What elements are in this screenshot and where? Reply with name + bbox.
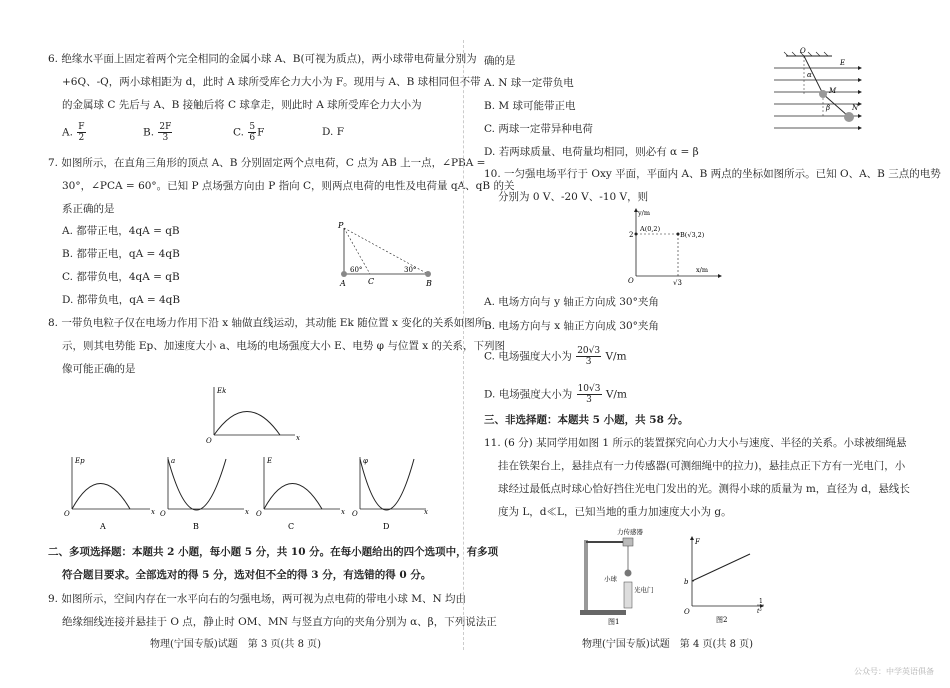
q6-line-1: 6. 绝缘水平面上固定着两个完全相同的金属小球 A、B(可视为质点)，两小球带电荷量分别为 xyxy=(48,53,477,65)
svg-text:y/m: y/m xyxy=(638,209,651,217)
q10-line-1: 10. 一匀强电场平行于 Oxy 平面，平面内 A、B 两点的坐标如图所示。已知 O、A、B 三点的电势 xyxy=(484,168,941,180)
q6-option-c[interactable]: C. $\frac{5}{6}$ F xyxy=(233,122,265,143)
svg-text:x: x xyxy=(245,508,249,516)
svg-text:φ: φ xyxy=(363,457,368,465)
q8-line-1: 8. 一带负电粒子仅在电场力作用下沿 x 轴做直线运动，其动能 Ek 随位置 x 变化的关系如图所 xyxy=(48,317,486,329)
q11-fig1-apparatus xyxy=(568,526,668,626)
svg-text:Ep: Ep xyxy=(75,457,85,465)
q11-line-2: 挂在铁架台上，悬挂点有一力传感器(可测细绳中的拉力)，悬挂点正下方有一光电门，小 xyxy=(498,460,906,472)
section2-heading-2: 符合题目要求。全部选对的得 5 分，选对但不全的得 3 分，有选错的得 0 分。 xyxy=(62,569,432,581)
svg-text:1: 1 xyxy=(759,598,763,605)
q8-line-3: 像可能正确的是 xyxy=(62,363,136,375)
q9-option-c[interactable]: C. 两球一定带异种电荷 xyxy=(484,123,593,135)
svg-text:O: O xyxy=(256,510,262,518)
fig-angle-60: 60° xyxy=(350,266,363,274)
svg-text:a: a xyxy=(171,457,176,465)
q9-option-d[interactable]: D. 若两球质量、电荷量均相同，则必有 α = β xyxy=(484,146,699,158)
q9-cont-line: 确的是 xyxy=(484,55,516,67)
svg-text:x/m: x/m xyxy=(696,266,709,274)
q11-line-3: 球经过最低点时球心恰好挡住光电门发出的光。测得小球的质量为 m，直径为 d，悬线长 xyxy=(498,483,910,495)
fig-label-c: C xyxy=(368,277,375,286)
q10-option-d[interactable]: D. 电场强度大小为 $\frac{10√3}{3}$ V/m xyxy=(484,384,627,405)
q8-graph-d xyxy=(352,457,428,531)
right-footer: 物理(宁国专版)试题 第 4 页(共 8 页) xyxy=(582,639,754,650)
svg-text:M: M xyxy=(829,87,837,95)
svg-text:N: N xyxy=(852,104,859,112)
q8-main-graph xyxy=(200,383,310,445)
svg-text:A: A xyxy=(100,522,106,531)
q7-option-d[interactable]: D. 都带负电，qA = 4qB xyxy=(62,294,181,306)
svg-text:x: x xyxy=(296,434,300,442)
svg-text:F: F xyxy=(695,538,700,546)
q10-option-a[interactable]: A. 电场方向与 y 轴正方向成 30°夹角 xyxy=(484,296,659,308)
q7-triangle-figure xyxy=(330,222,440,292)
q9-pendulum-figure xyxy=(770,48,890,133)
q11-line-1: 11. (6 分) 某同学用如图 1 所示的装置探究向心力大小与速度、半径的关系。小球被细绳悬 xyxy=(484,437,907,449)
q7-line-1: 7. 如图所示，在直角三角形的顶点 A、B 分别固定两个点电荷，C 点为 AB 上一点，∠PBA = xyxy=(48,157,486,169)
svg-text:力传感器: 力传感器 xyxy=(617,528,643,536)
left-footer: 物理(宁国专版)试题 第 3 页(共 8 页) xyxy=(150,639,322,650)
svg-text:C: C xyxy=(288,522,295,531)
svg-text:E: E xyxy=(840,59,846,67)
svg-text:O: O xyxy=(684,608,690,616)
svg-text:α: α xyxy=(807,71,812,79)
svg-text:Ek: Ek xyxy=(217,387,227,395)
svg-text:x: x xyxy=(341,508,345,516)
svg-text:x: x xyxy=(424,508,428,516)
svg-text:x: x xyxy=(151,508,155,516)
q10-line-2: 分别为 0 V、-20 V、-10 V，则 xyxy=(498,191,649,203)
q7-option-c[interactable]: C. 都带负电，4qA = qB xyxy=(62,271,180,283)
svg-text:O: O xyxy=(628,277,634,285)
svg-text:D: D xyxy=(383,522,390,531)
q8-graph-c xyxy=(256,457,345,531)
q8-graph-b xyxy=(160,457,249,531)
fig-label-b: B xyxy=(426,279,432,288)
svg-text:2: 2 xyxy=(629,231,634,239)
svg-text:图1: 图1 xyxy=(608,618,620,626)
svg-text:E: E xyxy=(267,457,273,465)
q7-line-3: 系正确的是 xyxy=(62,203,115,215)
fig-angle-30: 30° xyxy=(404,266,417,274)
q9-line-2: 绝缘细线连接并悬挂于 O 点，静止时 OM、MN 与竖直方向的夹角分别为 α、β，下列说法正 xyxy=(62,616,497,628)
q8-option-graphs xyxy=(58,453,428,533)
svg-text:O: O xyxy=(352,510,358,518)
q9-option-b[interactable]: B. M 球可能带正电 xyxy=(484,100,576,112)
section3-heading: 三、非选择题：本题共 5 小题，共 58 分。 xyxy=(484,414,689,426)
svg-text:图2: 图2 xyxy=(716,616,728,624)
q9-line-1: 9. 如图所示，空间内存在一水平向右的匀强电场，两可视为点电荷的带电小球 M、N 均由 xyxy=(48,593,466,605)
q7-option-b[interactable]: B. 都带正电，qA = 4qB xyxy=(62,248,180,260)
q10-option-b[interactable]: B. 电场方向与 x 轴正方向成 30°夹角 xyxy=(484,320,659,332)
svg-text:小球: 小球 xyxy=(604,575,617,583)
q11-line-4: 度为 L，d≪L，已知当地的重力加速度大小为 g。 xyxy=(498,506,732,518)
svg-text:t²: t² xyxy=(757,608,762,615)
q6-option-d[interactable]: D. F xyxy=(322,126,345,138)
page-divider xyxy=(463,40,464,650)
svg-text:O: O xyxy=(64,510,70,518)
q8-graph-a xyxy=(64,457,155,531)
fig-label-p: P xyxy=(338,221,344,230)
q7-line-2: 30°，∠PCA = 60°。已知 P 点场强方向由 P 指向 C，则两点电荷的电性及电荷量 qA、qB 的关 xyxy=(62,180,515,192)
q6-option-b[interactable]: B. $\frac{2F}{3}$ xyxy=(143,122,172,143)
svg-text:O: O xyxy=(206,437,212,445)
svg-text:b: b xyxy=(684,578,689,586)
section2-heading-1: 二、多项选择题：本题共 2 小题，每小题 5 分，共 10 分。在每小题给出的四个选项中，有多项 xyxy=(48,546,499,558)
q11-fig2-graph xyxy=(680,536,770,626)
watermark: 公众号：中学英语俱备 xyxy=(854,667,934,676)
q6-option-a[interactable]: A. $\frac{F}{2}$ xyxy=(62,122,85,143)
q7-option-a[interactable]: A. 都带正电，4qA = qB xyxy=(62,225,180,237)
q6-line-2: +6Q、-Q，两小球相距为 d，此时 A 球所受库仑力大小为 F。现用与 A、B 球相同但不带 xyxy=(62,76,481,88)
svg-text:O: O xyxy=(800,47,806,55)
svg-text:√3: √3 xyxy=(673,279,682,287)
fig-label-a: A xyxy=(340,279,346,288)
q6-line-3: 的金属球 C 先后与 A、B 接触后将 C 球拿走，则此时 A 球所受库仑力大小为 xyxy=(62,99,422,111)
svg-text:B: B xyxy=(193,522,199,531)
q10-option-c[interactable]: C. 电场强度大小为 $\frac{20√3}{3}$ V/m xyxy=(484,346,627,367)
q8-line-2: 示，则其电势能 Ep、加速度大小 a、电场的电场强度大小 E、电势 φ 与位置 x 的关系，下列图 xyxy=(62,340,505,352)
svg-text:β: β xyxy=(826,104,831,112)
svg-text:B(√3,2): B(√3,2) xyxy=(680,231,705,239)
svg-text:A(0,2): A(0,2) xyxy=(640,225,661,233)
svg-text:O: O xyxy=(160,510,166,518)
svg-text:光电门: 光电门 xyxy=(634,586,654,594)
q10-coordinate-figure xyxy=(618,206,728,286)
q9-option-a[interactable]: A. N 球一定带负电 xyxy=(484,77,574,89)
